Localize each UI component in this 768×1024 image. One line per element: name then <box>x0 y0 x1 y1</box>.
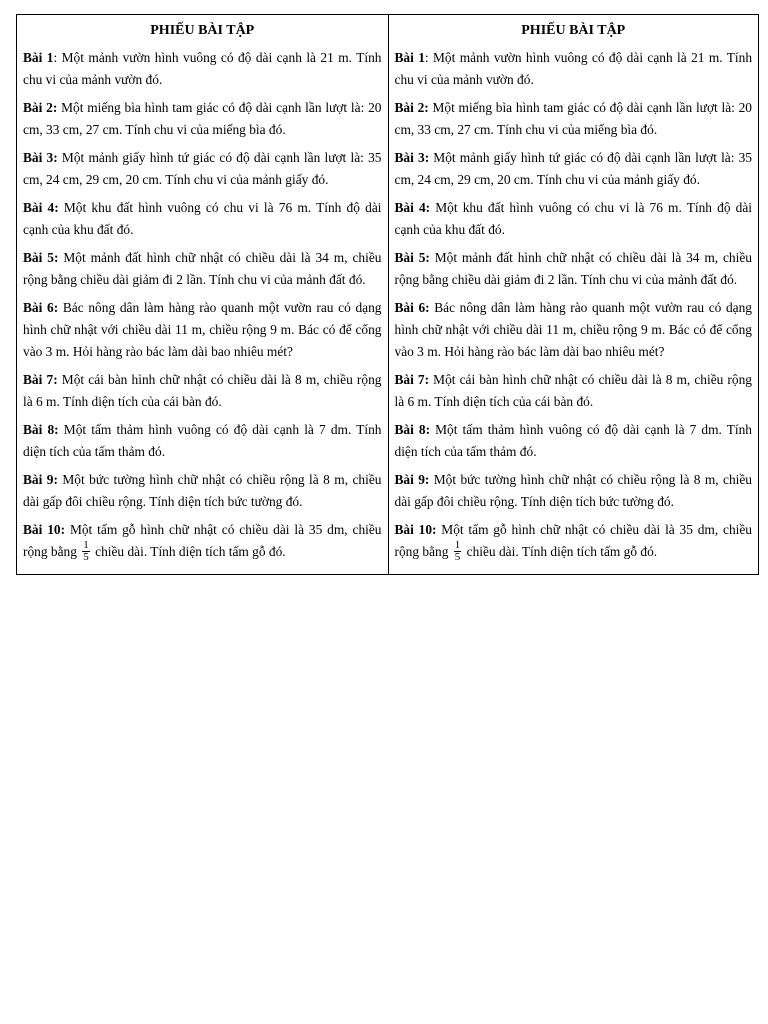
exercise-3 <box>23 147 382 191</box>
exercise-5 <box>23 247 382 291</box>
exercise-label: Bài 4: <box>23 200 59 215</box>
exercise-label: Bài 2: <box>23 100 58 115</box>
exercise-4 <box>23 197 382 241</box>
exercise-text: Một bức tường hình chữ nhật có chiều rộng là 8 m, chiều dài gấp đôi chiều rộng. Tính diện tích bức tường đó. <box>23 472 382 509</box>
exercise-5 <box>395 247 753 291</box>
exercise-6 <box>395 297 753 363</box>
exercise-text: Một miếng bìa hình tam giác có độ dài cạnh lần lượt là: 20 cm, 33 cm, 27 cm. Tính chu vi của miếng bìa đó. <box>394 100 752 137</box>
exercise-text: Một mảnh vườn hình vuông có độ dài cạnh là 21 m. Tính chu vi của mảnh vườn đó. <box>23 50 382 87</box>
exercise-text: Một mảnh giấy hình tứ giác có độ dài cạnh lần lượt là: 35 cm, 24 cm, 29 cm, 20 cm. Tính chu vi của mảnh giấy đó. <box>394 150 752 187</box>
exercise-text: Một mảnh vườn hình vuông có độ dài cạnh là 21 m. Tính chu vi của mảnh vườn đó. <box>394 50 753 87</box>
exercise-label: Bài 8: <box>23 422 59 437</box>
exercise-label: Bài 1 <box>394 50 425 65</box>
exercise-label-separator: : <box>424 50 429 65</box>
exercise-2 <box>395 97 753 141</box>
exercise-9 <box>395 469 753 513</box>
exercise-label-separator: : <box>53 50 58 65</box>
exercise-label: Bài 3: <box>394 150 430 165</box>
exercise-label: Bài 7: <box>23 372 58 387</box>
exercise-label: Bài 3: <box>23 150 58 165</box>
exercise-1 <box>23 47 382 91</box>
exercise-label: Bài 8: <box>394 422 431 437</box>
exercise-label: Bài 6: <box>394 300 430 315</box>
worksheet-right-column <box>388 15 759 574</box>
worksheet-title: PHIẾU BÀI TẬP <box>150 23 255 38</box>
exercise-1 <box>395 47 753 91</box>
exercise-label: Bài 4: <box>394 200 431 215</box>
exercise-8 <box>395 419 753 463</box>
worksheet-title: PHIẾU BÀI TẬP <box>521 23 626 38</box>
exercise-label: Bài 5: <box>394 250 430 265</box>
exercise-text: Một cái bàn hình chữ nhật có chiều dài là 8 m, chiều rộng là 6 m. Tính diện tích của cái bàn đó. <box>394 372 752 409</box>
exercise-text: Một miếng bìa hình tam giác có độ dài cạnh lần lượt là: 20 cm, 33 cm, 27 cm. Tính chu vi của miếng bìa đó. <box>23 100 382 137</box>
exercise-label: Bài 5: <box>23 250 59 265</box>
exercise-label: Bài 1 <box>23 50 54 65</box>
exercise-text: Một mảnh giấy hình tứ giác có độ dài cạnh lần lượt là: 35 cm, 24 cm, 29 cm, 20 cm. Tính chu vi của mảnh giấy đó. <box>23 150 382 187</box>
exercise-text: Một mảnh đất hình chữ nhật có chiều dài là 34 m, chiều rộng bằng chiều dài giảm đi 2 lần. Tính chu vi của mảnh đất đó. <box>394 250 752 287</box>
exercise-label: Bài 9: <box>23 472 58 487</box>
exercise-text: Một tấm thảm hình vuông có độ dài cạnh là 7 dm. Tính diện tích của tấm thảm đó. <box>23 422 382 459</box>
exercise-label: Bài 6: <box>23 300 59 315</box>
exercise-text: Một bức tường hình chữ nhật có chiều rộng là 8 m, chiều dài gấp đôi chiều rộng. Tính diện tích bức tường đó. <box>394 472 752 509</box>
fraction-denominator: 5 <box>454 551 461 564</box>
exercise-7 <box>395 369 753 413</box>
exercise-7 <box>23 369 382 413</box>
exercise-10 <box>23 519 382 564</box>
exercise-text: Một tấm thảm hình vuông có độ dài cạnh là 7 dm. Tính diện tích của tấm thảm đó. <box>394 422 752 459</box>
exercise-text: Bác nông dân làm hàng rào quanh một vườn rau có dạng hình chữ nhật với chiều dài 11 m, chiều rộng 9 m. Bác có để cổng vào 3 m. Hỏi hàng rào bác làm dài bao nhiêu mét? <box>23 300 382 359</box>
worksheet-table <box>16 14 759 575</box>
exercise-text: Một mảnh đất hình chữ nhật có chiều dài là 34 m, chiều rộng bằng chiều dài giảm đi 2 lần. Tính chu vi của mảnh đất đó. <box>23 250 382 287</box>
exercise-label: Bài 7: <box>394 372 430 387</box>
fraction-numerator: 1 <box>454 539 461 552</box>
exercise-text: Một cái bàn hình chữ nhật có chiều dài là 8 m, chiều rộng là 6 m. Tính diện tích của cái bàn đó. <box>23 372 382 409</box>
worksheet-left-column <box>17 15 388 574</box>
exercise-label: Bài 9: <box>394 472 430 487</box>
exercise-text: Một khu đất hình vuông có chu vi là 76 m. Tính độ dài cạnh của khu đất đó. <box>394 200 752 237</box>
fraction-one-fifth <box>454 540 462 563</box>
exercise-text: Một tấm gỗ hình chữ nhật có chiều dài là 35 dm, chiều rộng bằng <box>394 522 752 559</box>
exercise-label: Bài 10: <box>23 522 66 537</box>
exercise-9 <box>23 469 382 513</box>
exercise-text: Một tấm gỗ hình chữ nhật có chiều dài là 35 dm, chiều rộng bằng <box>23 522 382 559</box>
exercise-2 <box>23 97 382 141</box>
exercise-4 <box>395 197 753 241</box>
fraction-one-fifth <box>82 540 90 563</box>
fraction-denominator: 5 <box>83 551 89 564</box>
exercise-text: Bác nông dân làm hàng rào quanh một vườn rau có dạng hình chữ nhật với chiều dài 11 m, chiều rộng 9 m. Bác có để cổng vào 3 m. Hỏi hàng rào bác làm dài bao nhiêu mét? <box>394 300 752 359</box>
exercise-text: Một khu đất hình vuông có chu vi là 76 m. Tính độ dài cạnh của khu đất đó. <box>23 200 382 237</box>
exercise-3 <box>395 147 753 191</box>
exercise-label: Bài 10: <box>394 522 437 537</box>
exercise-10 <box>395 519 753 564</box>
fraction-numerator: 1 <box>83 539 89 552</box>
exercise-6 <box>23 297 382 363</box>
exercise-label: Bài 2: <box>394 100 429 115</box>
exercise-text: chiều dài. Tính diện tích tấm gỗ đó. <box>91 544 286 559</box>
exercise-8 <box>23 419 382 463</box>
exercise-text: chiều dài. Tính diện tích tấm gỗ đó. <box>463 544 658 559</box>
